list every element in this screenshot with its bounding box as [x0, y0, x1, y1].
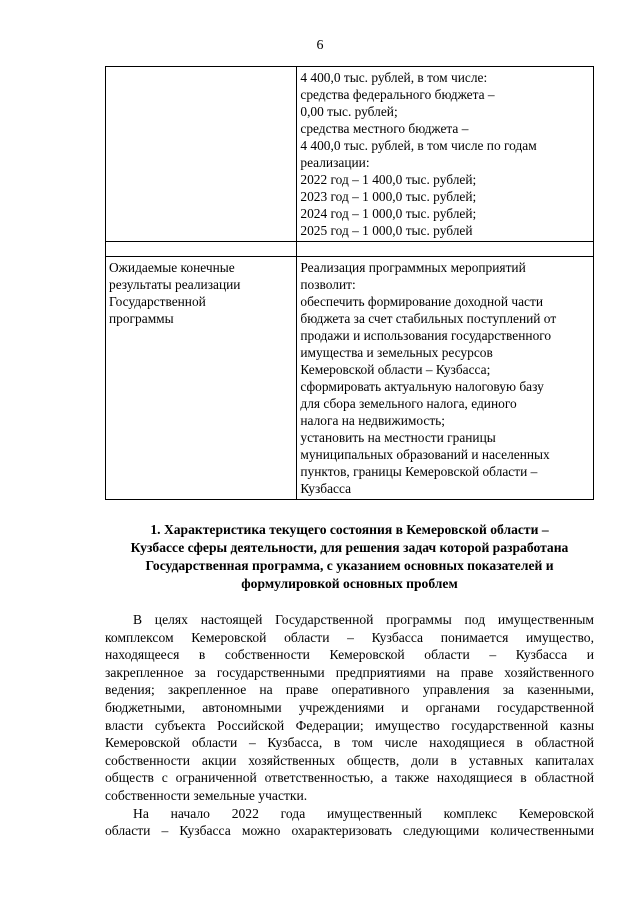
- paragraph-line: В целях настоящей Государственной программы под имущественным: [133, 612, 594, 627]
- funding-year-line: 2024 год – 1 000,0 тыс. рублей;: [300, 206, 477, 221]
- paragraph-line: Кемеровской области – Кузбасса, в том числе находящиеся в областной: [105, 735, 594, 751]
- paragraph-line: власти субъекта Российской Федерации; имущество государственной казны: [105, 717, 594, 733]
- funding-line: 4 400,0 тыс. рублей, в том числе по годам: [300, 138, 537, 153]
- paragraph-line: собственности акции хозяйственных обществ, доли в уставных капиталах: [105, 752, 594, 768]
- section-heading-line: формулировкой основных проблем: [241, 576, 458, 591]
- expected-results-label-line: Ожидаемые конечные: [109, 260, 235, 275]
- funding-year-line: 2023 год – 1 000,0 тыс. рублей;: [300, 189, 477, 204]
- table-cell-label: [106, 257, 297, 500]
- section-heading-line: 1. Характеристика текущего состояния в Кемеровской области –: [150, 522, 549, 537]
- expected-results-label-line: программы: [109, 311, 174, 326]
- page-number: 6: [316, 38, 324, 53]
- expected-results-label-line: результаты реализации: [109, 277, 241, 292]
- table-row-expected-results: [106, 257, 594, 500]
- expected-results-line: Кузбасса: [300, 481, 352, 496]
- table-row-spacer: [106, 242, 594, 257]
- section-heading-line: Государственная программа, с указанием основных показателей и: [145, 558, 554, 573]
- expected-results-line: сформировать актуальную налоговую базу: [300, 379, 544, 394]
- paragraph-line: обществ с ограниченной ответственностью, а также находящиеся в областной: [105, 770, 594, 786]
- paragraph: [105, 805, 594, 840]
- paragraph-line: закрепленное за государственными предприятиями на праве хозяйственного: [105, 664, 594, 680]
- expected-results-line: Кемеровской области – Кузбасса;: [300, 362, 491, 377]
- paragraph-line: комплексом Кемеровской области – Кузбасса понимается имущество,: [105, 629, 594, 645]
- expected-results-line: установить на местности границы: [300, 430, 496, 445]
- funding-year-line: 2025 год – 1 000,0 тыс. рублей: [300, 223, 473, 238]
- expected-results-line: для сбора земельного налога, единого: [300, 396, 517, 411]
- paragraph-line: ведения; закрепленное на праве оперативного управления за казенными,: [105, 682, 594, 698]
- body-text: [105, 611, 594, 840]
- expected-results-line: позволит:: [300, 277, 356, 292]
- section-heading: [105, 521, 594, 593]
- paragraph-line: бюджетными, автономными учреждениями и органами государственной: [105, 699, 594, 715]
- paragraph-line: области – Кузбасса можно охарактеризовать следующими количественными: [105, 823, 594, 839]
- funding-line: средства федерального бюджета –: [300, 87, 495, 102]
- table-cell-spacer: [106, 242, 297, 257]
- table-cell-spacer: [297, 242, 594, 257]
- funding-line: реализации:: [300, 155, 370, 170]
- expected-results-line: налога на недвижимость;: [300, 413, 445, 428]
- passport-table: [105, 66, 594, 500]
- expected-results-line: Реализация программных мероприятий: [300, 260, 526, 275]
- expected-results-line: бюджета за счет стабильных поступлений от: [300, 311, 557, 326]
- paragraph-line: собственности земельные участки.: [105, 787, 308, 803]
- expected-results-line: пунктов, границы Кемеровской области –: [300, 464, 538, 479]
- funding-line: средства местного бюджета –: [300, 121, 469, 136]
- funding-year-line: 2022 год – 1 400,0 тыс. рублей;: [300, 172, 477, 187]
- table-cell-value: [297, 67, 594, 242]
- paragraph-line: На начало 2022 года имущественный комплекс Кемеровской: [133, 805, 594, 821]
- expected-results-line: имущества и земельных ресурсов: [300, 345, 493, 360]
- paragraph: [105, 611, 594, 805]
- expected-results-line: продажи и использования государственного: [300, 328, 552, 343]
- expected-results-line: обеспечить формирование доходной части: [300, 294, 544, 309]
- paragraph-line: находящееся в собственности Кемеровской области – Кузбасса и: [105, 647, 594, 663]
- table-row-funding: [106, 67, 594, 242]
- section-heading-line: Кузбассе сферы деятельности, для решения задач которой разработана: [130, 540, 569, 555]
- funding-line: 0,00 тыс. рублей;: [300, 104, 398, 119]
- funding-line: 4 400,0 тыс. рублей, в том числе:: [300, 70, 488, 85]
- expected-results-label-line: Государственной: [109, 294, 206, 309]
- expected-results-line: муниципальных образований и населенных: [300, 447, 550, 462]
- table-cell-label: [106, 67, 297, 242]
- table-cell-value: [297, 257, 594, 500]
